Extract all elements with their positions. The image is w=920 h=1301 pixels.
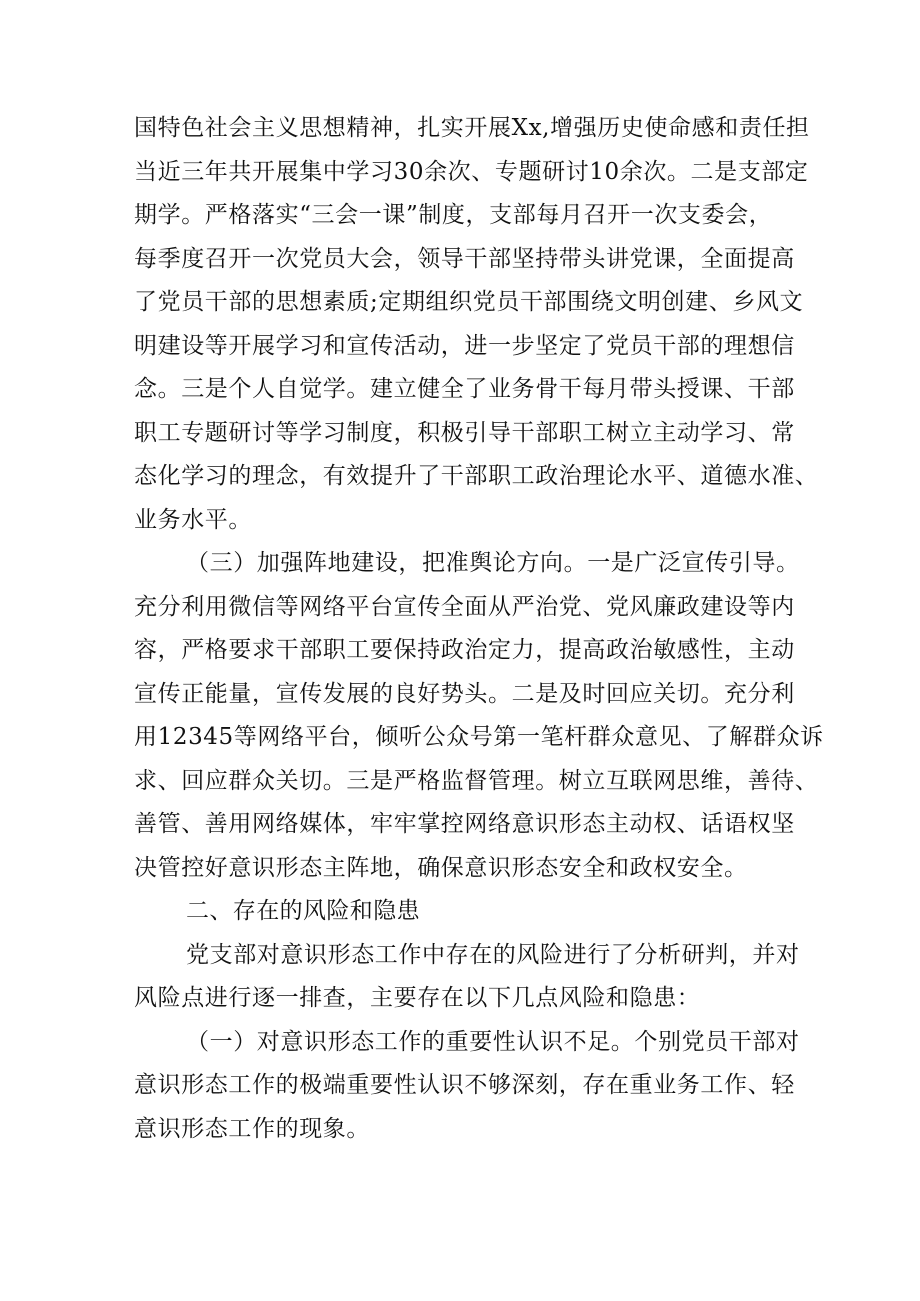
text-line: 业务水平。 [134, 506, 252, 533]
text-line: 意识形态工作的现象。 [134, 1115, 370, 1142]
text-line: 求、回应群众关切。三是严格监督管理。树立互联网思维，善待、 [134, 767, 819, 794]
text-line: 用12345等网络平台，倾听公众号第一笔杆群众意见、了解群众诉 [134, 724, 824, 750]
text-line: 容，严格要求干部职工要保持政治定力，提高政治敏感性，主动 [134, 637, 795, 663]
text-line: （一）对意识形态工作的重要性认识不足。个别党员干部对 [186, 1028, 800, 1055]
paragraph-study-continued [134, 107, 819, 542]
paragraph-section-three [134, 542, 824, 890]
section-heading: 二、存在的风险和隐患 [186, 898, 420, 924]
text-line: 态化学习的理念，有效提升了干部职工政治理论水平、道德水准、 [134, 463, 819, 489]
text-line: 了党员干部的思想素质;定期组织党员干部围绕文明创建、乡风文 [134, 289, 804, 315]
text-line: （三）加强阵地建设，把准舆论方向。一是广泛宣传引导。 [186, 550, 800, 576]
text-line: 国特色社会主义思想精神，扎实开展Xx,增强历史使命感和责任担 [134, 115, 810, 141]
text-line: 党支部对意识形态工作中存在的风险进行了分析研判，并对 [186, 941, 800, 968]
document-body [134, 107, 824, 1151]
text-line: 宣传正能量，宣传发展的良好势头。二是及时回应关切。充分利 [134, 680, 795, 707]
text-line: 决管控好意识形态主阵地，确保意识形态安全和政权安全。 [134, 854, 748, 881]
text-line: 善管、善用网络媒体，牢牢掌控网络意识形态主动权、话语权坚 [134, 811, 795, 837]
text-line: 期学。严格落实“三会一课”制度，支部每月召开一次支委会， [134, 202, 773, 228]
text-line: 每季度召开一次党员大会，领导干部坚持带头讲党课，全面提高 [134, 245, 795, 272]
paragraph-risk-one [134, 1021, 806, 1152]
text-line: 风险点进行逐一排查，主要存在以下几点风险和隐患： [134, 985, 701, 1011]
text-line: 念。三是个人自觉学。建立健全了业务骨干每月带头授课、干部 [134, 376, 795, 402]
text-line: 职工专题研讨等学习制度，积极引导干部职工树立主动学习、常 [134, 419, 795, 446]
text-line: 明建设等开展学习和宣传活动，进一步坚定了党员干部的理想信 [134, 332, 795, 359]
text-line: 当近三年共开展集中学习30余次、专题研讨10余次。二是支部定 [134, 158, 809, 185]
text-line: 意识形态工作的极端重要性认识不够深刻，存在重业务工作、轻 [134, 1072, 795, 1098]
paragraph-intro [134, 934, 806, 1021]
text-line: 充分利用微信等网络平台宣传全面从严治党、党风廉政建设等内 [134, 593, 795, 620]
